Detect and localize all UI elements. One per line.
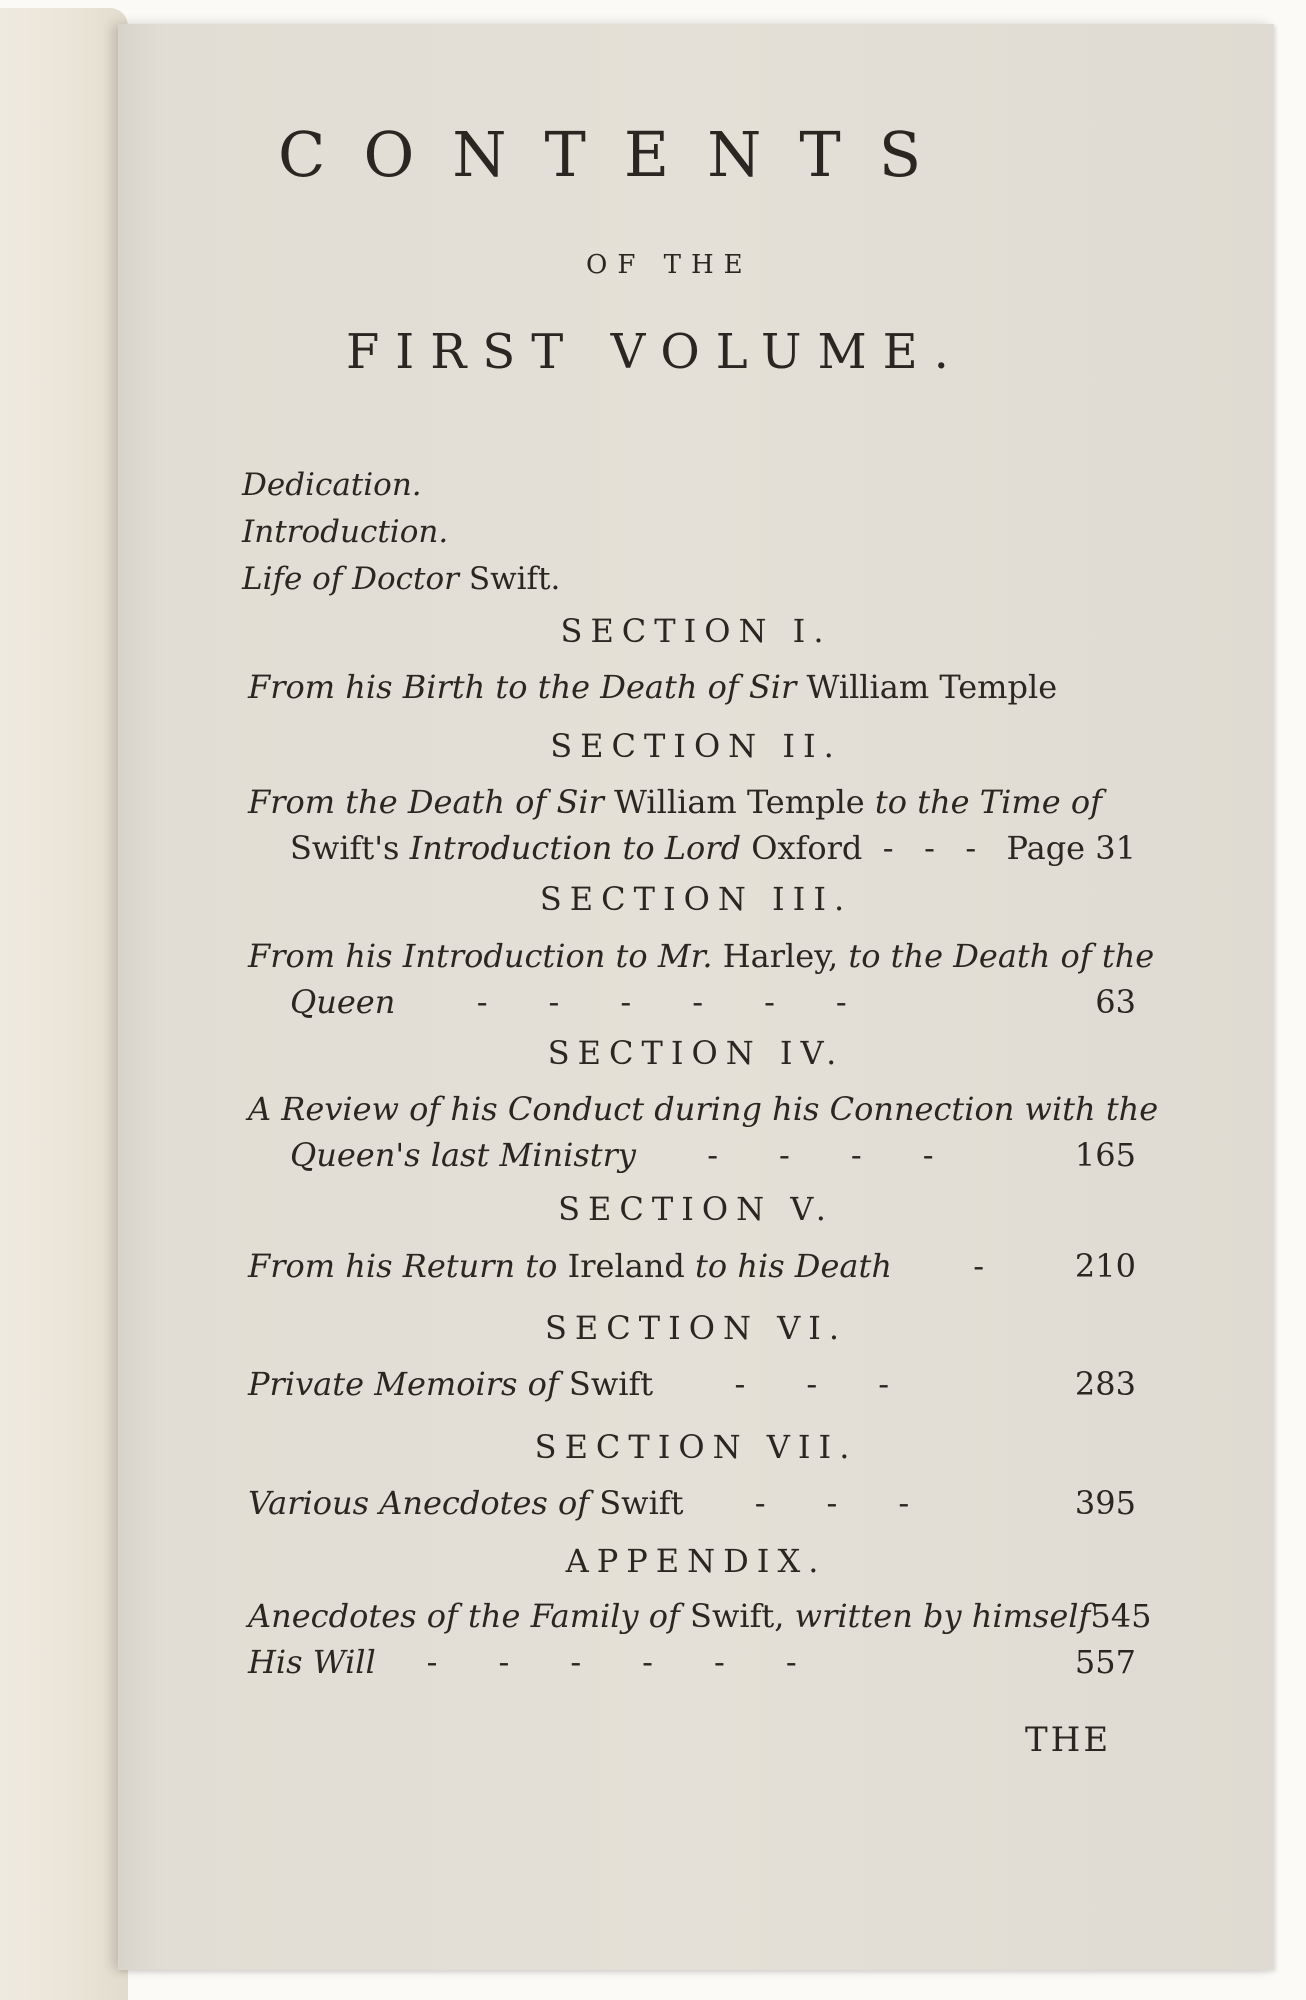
front-matter-list <box>242 462 560 603</box>
entry-text: Swift, <box>690 1597 785 1635</box>
entry-text: Swift <box>568 1365 654 1403</box>
leader-spacer <box>1102 779 1136 825</box>
front-matter-life <box>242 556 560 603</box>
section-heading: SECTION VII. <box>534 1428 858 1466</box>
leader-spacer <box>797 1639 1075 1685</box>
entry-text: From his Birth to the Death of Sir <box>248 668 807 706</box>
front-matter-dedication: Dedication. <box>242 467 422 503</box>
entry-line <box>248 1480 1136 1526</box>
leader-spacer <box>889 1361 1075 1407</box>
entry-text: William Temple <box>806 668 1058 706</box>
left-page-edge <box>0 8 128 2000</box>
leader-spacer <box>1057 664 1136 710</box>
section-entry <box>248 1243 1136 1289</box>
entry-text: - - - - - - <box>395 983 847 1021</box>
catchword: THE <box>1025 1720 1112 1760</box>
page-subtitle: OF THE <box>586 250 753 280</box>
page-number: 545 <box>1090 1597 1152 1635</box>
contents-page <box>118 24 1274 1970</box>
leader-spacer <box>909 1480 1075 1526</box>
entry-text: Introduction to Lord <box>409 829 752 867</box>
page-number: 210 <box>1074 1247 1136 1285</box>
entry-text: From the Death of Sir <box>248 783 615 821</box>
entry-line <box>248 933 1155 979</box>
section-entry <box>248 933 1155 1025</box>
page-number: Page 31 <box>1006 829 1136 867</box>
entry-line <box>248 1132 1136 1178</box>
page-number: 557 <box>1074 1643 1136 1681</box>
life-italic-text: Life of Doctor <box>242 561 459 597</box>
entry-text: Queen's last Ministry <box>290 1136 636 1174</box>
section-entry <box>248 1361 1136 1407</box>
section-entry <box>248 1480 1136 1526</box>
entry-line <box>248 1593 1152 1639</box>
entry-line <box>248 979 1136 1025</box>
leader-spacer <box>976 825 1006 871</box>
section-entry <box>248 1086 1159 1178</box>
life-roman-text: Swift. <box>468 561 561 597</box>
entry-text: - - - <box>683 1484 910 1522</box>
entry-text: - - - - <box>635 1136 934 1174</box>
entry-text: Swift <box>599 1484 684 1522</box>
section-heading: SECTION V. <box>558 1190 834 1228</box>
entry-text: written by himself <box>784 1597 1091 1635</box>
page-title: CONTENTS <box>278 118 960 191</box>
entry-line <box>248 664 1136 710</box>
section-heading: SECTION VI. <box>544 1309 848 1347</box>
entry-text: A Review of his Conduct during his Connection with the <box>248 1090 1159 1128</box>
page-number: 165 <box>1074 1136 1136 1174</box>
section-heading: SECTION I. <box>560 612 832 650</box>
entry-text: to the Time of <box>864 783 1102 821</box>
entry-text: Queen <box>290 983 396 1021</box>
section-heading: APPENDIX. <box>565 1542 827 1580</box>
entry-line <box>248 825 1136 871</box>
entry-text: - - - - - - <box>375 1643 797 1681</box>
entry-text: - <box>891 1247 985 1285</box>
entry-text: Anecdotes of the Family of <box>248 1597 691 1635</box>
entry-line <box>248 1361 1136 1407</box>
section-heading: SECTION IV. <box>547 1034 845 1072</box>
leader-spacer <box>847 979 1096 1025</box>
entry-line <box>248 1243 1136 1289</box>
entry-text: Oxford <box>751 829 863 867</box>
section-entry <box>248 779 1136 871</box>
leader-spacer <box>984 1243 1075 1289</box>
page-number: 395 <box>1074 1484 1136 1522</box>
entry-text: Harley, <box>722 937 839 975</box>
page-number: 63 <box>1095 983 1136 1021</box>
section-entry <box>248 1593 1152 1685</box>
entry-line <box>248 779 1136 825</box>
entry-text: to his Death <box>684 1247 892 1285</box>
entry-text: Swift's <box>290 829 410 867</box>
entry-line <box>248 1639 1136 1685</box>
entry-text: Ireland <box>567 1247 685 1285</box>
leader-spacer <box>934 1132 1075 1178</box>
entry-text: William Temple <box>614 783 865 821</box>
entry-text: Various Anecdotes of <box>248 1484 600 1522</box>
page-number: 283 <box>1074 1365 1136 1403</box>
section-heading: SECTION III. <box>539 880 853 918</box>
entry-text: - - - <box>653 1365 890 1403</box>
front-matter-introduction: Introduction. <box>242 514 449 550</box>
volume-title: FIRST VOLUME. <box>346 324 965 380</box>
section-heading: SECTION II. <box>550 727 842 765</box>
entry-text: His Will <box>248 1643 376 1681</box>
entry-text: From his Introduction to Mr. <box>248 937 723 975</box>
entry-text: Private Memoirs of <box>248 1365 569 1403</box>
section-entry <box>248 664 1136 710</box>
entry-text: to the Death of the <box>838 937 1155 975</box>
entry-text: - - - <box>862 829 977 867</box>
entry-line <box>248 1086 1159 1132</box>
entry-text: From his Return to <box>248 1247 568 1285</box>
